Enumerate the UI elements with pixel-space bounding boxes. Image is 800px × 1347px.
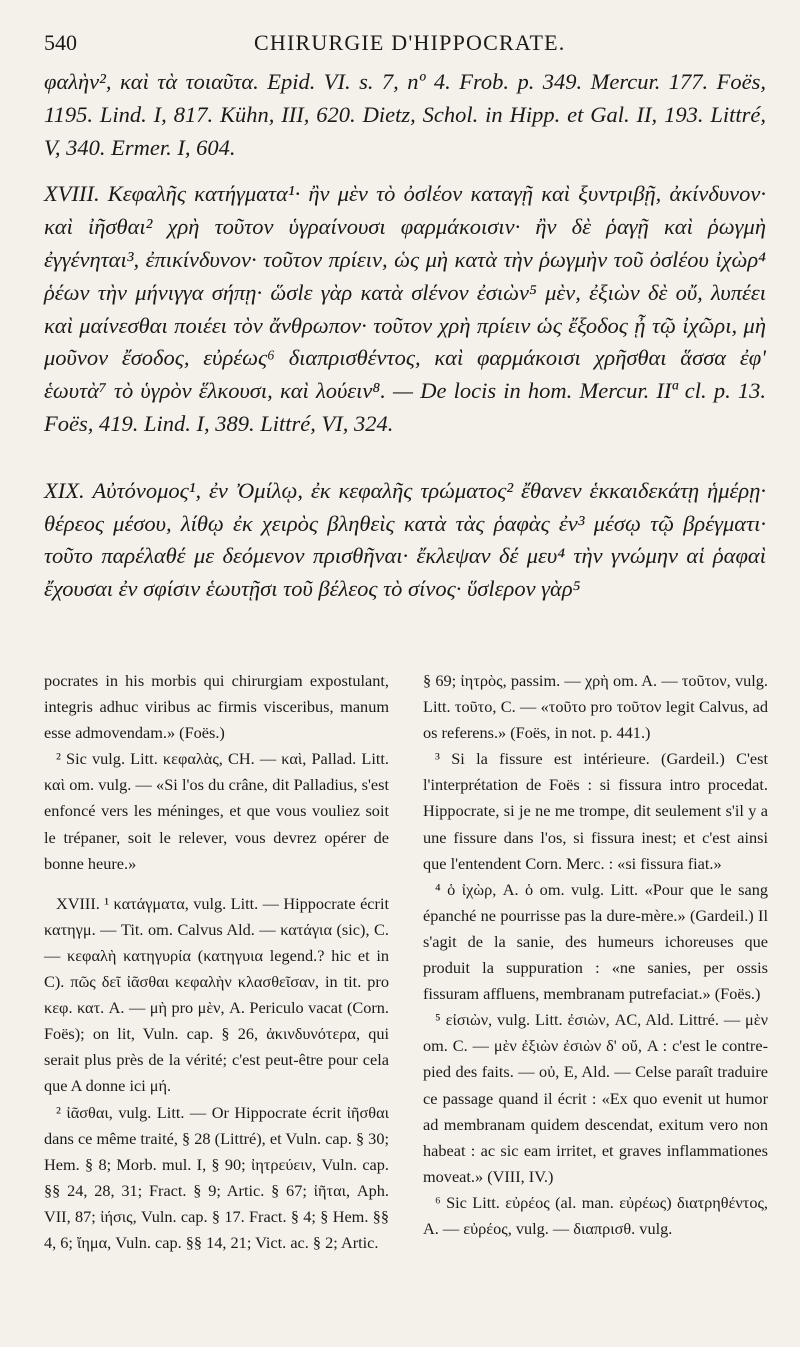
section-xix: XIX. Αὐτόνομος¹, ἐν Ὀμίλῳ, ἐκ κεφαλῆς τρώματος² ἔθανεν ἑκκαιδεκάτῃ ἡμέρῃ· θέρεος μέσου, λίθῳ ἐκ χειρὸς βληθεὶς κατὰ τὰς ῥαφὰς ἐν³ μέσῳ τῷ βρέγματι· τοῦτο παρέλαθέ με δεόμενον πρισθῆναι· ἔκλεψαν δέ μευ⁴ τὴν γνώμην αἱ ῥαφαὶ ἔχουσαι ἐν σφίσιν ἑωυτῇσι τοῦ βέλεος τὸ σίνος· ὕσlερον γὰρ⁵	[44, 477, 766, 602]
footnote: ² ἰᾶσθαι, vulg. Litt. — Or Hippocrate écrit ἰῆσθαι dans ce même traité, § 28 (Littré), et Vuln. cap. § 30; Hem. § 8; Morb. mul. I, § 90; ἰητρεύειν, Vuln. cap. §§ 24, 28, 31; Fract. § 9; Artic. § 67; ἰῆται, Aph. VII, 87; ἰήσις, Vuln. cap. § 17. Fract. § 4; § Hem. §§ 4, 6; ἴημα, Vuln. cap. §§ 14, 21; Vict. ac. § 2; Artic.	[44, 1102, 389, 1252]
footnote: ³ Si la fissure est intérieure. (Gardeil.) C'est l'interprétation de Foës : si fissura intro procedat. Hippocrate, si je ne me trompe, dit seulement s'il y a une fissure dans l'os, si fissura inest; et c'est ainsi que l'entendent Corn. Merc. : «si fissura fiat.»	[423, 749, 768, 873]
page-number: 540	[44, 30, 77, 55]
footnote: ⁵ εἰσιὼν, vulg. Litt. ἐσιὼν, AC, Ald. Littré. — μὲν om. C. — μὲν ἐξιὼν ἐσιὼν δ' οὔ, A : c'est le contre-pied des faits. — οὐ, E, Ald. — Celse paraît traduire ce passage quand il écrit : «Ex quo evenit ut humor ad membranam quidem descendat, exitum vero non habeat : ac sic eam irritet, et graves inflammationes moveat.» (VIII, IV.)	[423, 1010, 768, 1186]
footnote: ⁶ Sic Litt. εὐρέος (al. man. εὐρέως) διατρηθέντος, A. — εὐρέος, vulg. — διαπρισθ. vulg.	[423, 1192, 768, 1238]
footnote: ⁴ ὁ ἰχὼρ, A. ὁ om. vulg. Litt. «Pour que le sang épanché ne pourrisse pas la dure-mère.» (Gardeil.) Il s'agit de la sanie, des humeurs ichoreuses que produit la suppuration : «ne sanies, per ossis fissuram affluens, membranam putrefaciat.» (Foës.)	[423, 879, 768, 1004]
footnote: pocrates in his morbis qui chirurgiam expostulant, integris adhuc viribus ac firmis visceribus, manum esse admovendam.» (Foës.)	[44, 671, 389, 743]
running-title: CHIRURGIE D'HIPPOCRATE.	[254, 30, 566, 55]
page-header	[44, 30, 754, 64]
footnote: XVIII. ¹ κατάγματα, vulg. Litt. — Hippocrate écrit κατηγμ. — Tit. om. Calvus Ald. — κατάγια (sic), C. — κεφαλὴ κατηγυρία (κατηγυια legend.? hic et in C). πῶς δεῖ ἰᾶσθαι κεφαλὴν κλασθεῖσαν, in tit. pro κεφ. κατ. A. — μὴ pro μὲν, A. Periculo vacat (Corn. Foës); on lit, Vuln. cap. § 26, ἀκινδυνότερα, qui serait plus près de la vérité; c'est peut-être pour cela que A donne ici μή.	[44, 893, 389, 1096]
main-text	[44, 66, 766, 606]
footnote: ² Sic vulg. Litt. κεφαλὰς, CH. — καὶ, Pallad. Litt. καὶ om. vulg. — «Si l'os du crâne, dit Palladius, s'est enfoncé vers les méninges, et que vous vouliez soit le trépaner, soit le relever, vous devrez opérer de bonne heure.»	[44, 749, 389, 873]
footnotes-left-column	[44, 668, 389, 1256]
section-xviii: XVIII. Κεφαλῆς κατήγματα¹· ἢν μὲν τὸ ὀσlέον καταγῇ καὶ ξυντριβῇ, ἀκίνδυνον· καὶ ἰῆσθαι² χρὴ τοῦτον ὑγραίνουσι φαρμάκοισιν· ἢν δὲ ῥαγῇ καὶ ῥωγμὴ ἐγγένηται³, ἐπικίνδυνον· τοῦτον πρίειν, ὡς μὴ κατὰ τὴν ῥωγμὴν τοῦ ὀσlέου ἰχὼρ⁴ ῥέων τὴν μήνιγγα σήπῃ· ὥσlε γὰρ κατὰ σlένον ἐσιὼν⁵ μὲν, ἐξιὼν δὲ οὔ, λυπέει καὶ μαίνεσθαι ποιέει τὸν ἄνθρωπον· τοῦτον χρὴ πρίειν ὡς ἔξοδος ᾖ τῷ ἰχῶρι, μὴ μοῦνον ἔσοδος, εὐρέως⁶ διαπρισθέντος, καὶ φαρμάκοισι χρῆσθαι ἅσσα ἐφ' ἑωυτὰ⁷ τὸ ὑγρὸν ἕλκουσι, καὶ λούειν⁸. — De locis in hom. Mercur. IIª cl. p. 13. Foës, 419. Lind. I, 389. Littré, VI, 324.	[44, 181, 766, 436]
footnotes	[44, 668, 768, 1256]
footnotes-right-column	[423, 668, 768, 1256]
footnote: § 69; ἰητρὸς, passim. — χρὴ om. A. — τοῦτον, vulg. Litt. τοῦτο, C. — «τοῦτο pro τοῦτον legit Calvus, ad os referens.» (Foës, in not. p. 441.)	[423, 671, 768, 743]
paragraph-continuation: φαλὴν², καὶ τὰ τοιαῦτα. Epid. VI. s. 7, nº 4. Frob. p. 349. Mercur. 177. Foës, 1195. Lind. I, 817. Kühn, III, 620. Dietz, Schol. in Hipp. et Gal. II, 193. Littré, V, 340. Ermer. I, 604.	[44, 69, 766, 160]
